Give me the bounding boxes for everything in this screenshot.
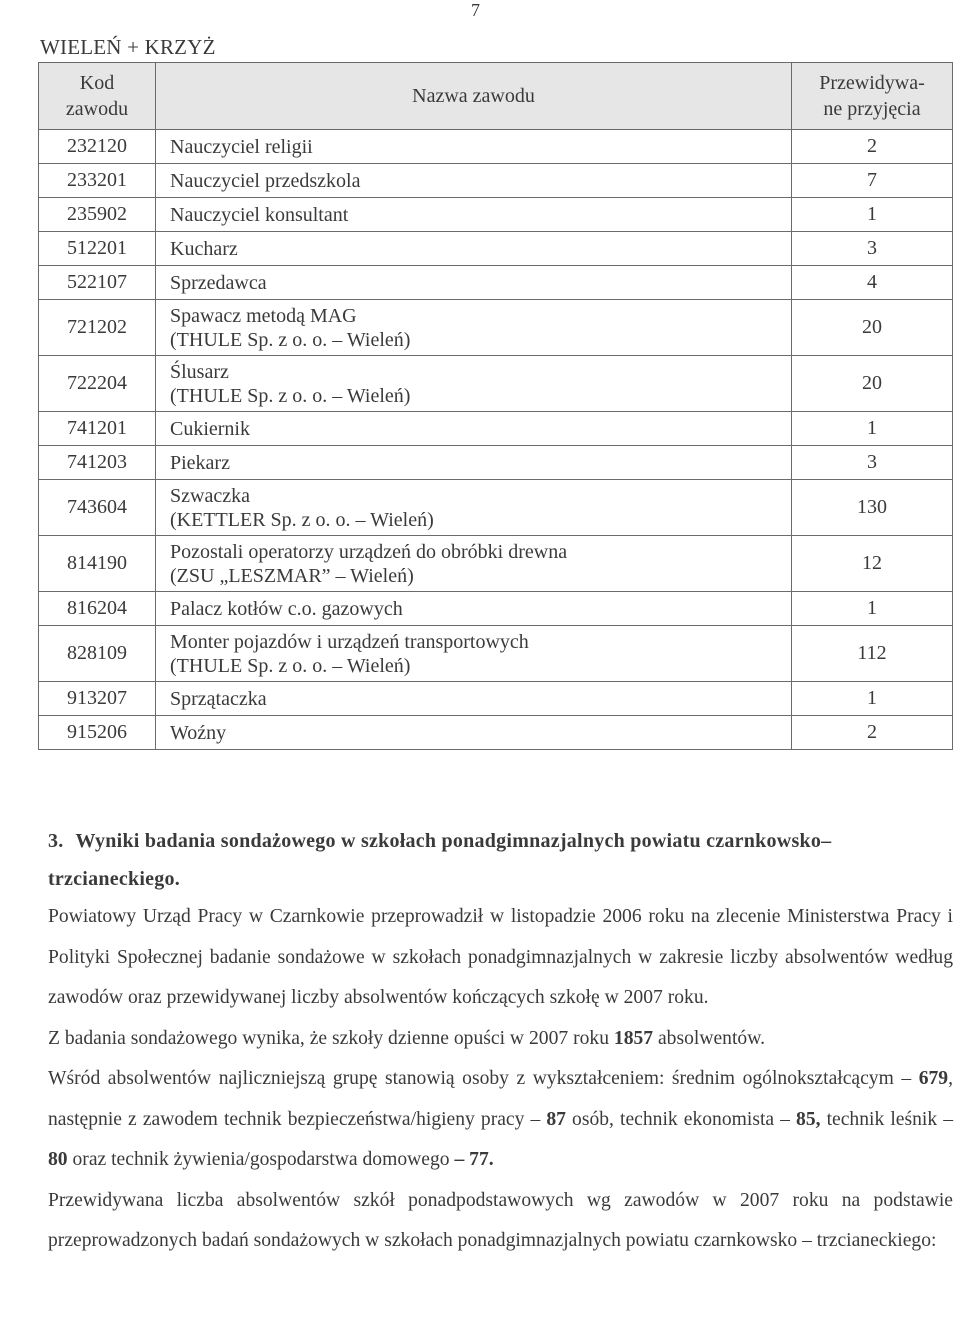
table-row [39, 682, 953, 716]
occupation-code: 512201 [39, 232, 156, 266]
occupation-code: 722204 [39, 356, 156, 412]
occupation-name [156, 300, 792, 356]
occupation-code: 814190 [39, 536, 156, 592]
paragraph-1: Powiatowy Urząd Pracy w Czarnkowie przeprowadził w listopadzie 2006 roku na zlecenie Ministerstwa Pracy i Polityki Społecznej badanie sondażowe w szkołach ponadgimnazjalnych w zakresie liczby absolwentów według zawodów oraz przewidywanej liczby absolwentów kończących szkołę w 2007 roku. [48, 906, 953, 1008]
table-row [39, 130, 953, 164]
p2-text-2: absolwentów. [653, 1027, 765, 1049]
planned-hires: 3 [792, 446, 953, 480]
p3-text-5: oraz technik żywienia/gospodarstwa domowego [67, 1149, 455, 1170]
occupation-name [156, 536, 792, 592]
occupation-code: 522107 [39, 266, 156, 300]
planned-hires: 2 [792, 130, 953, 164]
occupation-name-line: Cukiernik [170, 417, 250, 440]
table-row [39, 626, 953, 682]
paragraph-3 [48, 1059, 953, 1181]
p3-bold-5: – 77. [454, 1149, 494, 1170]
occupation-code: 828109 [39, 626, 156, 682]
occupation-code: 915206 [39, 716, 156, 750]
occupations-table [38, 62, 953, 750]
planned-hires: 1 [792, 682, 953, 716]
occupation-name-line: Nauczyciel przedszkola [170, 169, 361, 192]
occupation-name-line: Kucharz [170, 237, 238, 260]
occupation-name-line: Ślusarz [170, 360, 229, 383]
p3-text-4: technik leśnik – [820, 1108, 954, 1130]
occupation-name-line: (KETTLER Sp. z o. o. – Wieleń) [170, 508, 434, 531]
occupation-name-line: Sprzątaczka [170, 687, 267, 710]
planned-hires: 1 [792, 198, 953, 232]
table-row [39, 592, 953, 626]
occupation-code: 232120 [39, 130, 156, 164]
table-row [39, 300, 953, 356]
header-planned-line1: Przewidywa- [819, 72, 925, 94]
planned-hires: 2 [792, 716, 953, 750]
table-body [39, 130, 953, 750]
occupation-name-line: Spawacz metodą MAG [170, 304, 357, 327]
occupation-name [156, 356, 792, 412]
table-row [39, 356, 953, 412]
p3-bold-4: 80 [48, 1149, 68, 1170]
planned-hires: 20 [792, 300, 953, 356]
occupation-name-line: (THULE Sp. z o. o. – Wieleń) [170, 328, 411, 351]
planned-hires: 7 [792, 164, 953, 198]
planned-hires: 112 [792, 626, 953, 682]
occupation-name-line: Woźny [170, 721, 227, 744]
occupation-name [156, 682, 792, 716]
page-number: 7 [471, 0, 480, 20]
header-code-line1: Kod [79, 72, 115, 94]
occupation-name-line: Nauczyciel religii [170, 135, 313, 158]
header-planned [792, 63, 953, 130]
occupation-code: 913207 [39, 682, 156, 716]
occupation-name-line: Szwaczka [170, 484, 250, 507]
occupation-name-line: Sprzedawca [170, 271, 267, 294]
table-row [39, 198, 953, 232]
table-row [39, 480, 953, 536]
table-row [39, 266, 953, 300]
occupation-name-line: Piekarz [170, 451, 230, 474]
occupation-name [156, 716, 792, 750]
body-text [48, 897, 953, 1262]
occupation-name-line: Palacz kotłów c.o. gazowych [170, 597, 403, 620]
occupation-name [156, 164, 792, 198]
occupation-code: 233201 [39, 164, 156, 198]
table-row [39, 446, 953, 480]
p2-text-1: Z badania sondażowego wynika, że szkoły dzienne opuści w 2007 roku [48, 1027, 614, 1049]
p3-text-1: Wśród absolwentów najliczniejszą grupę stanowią osoby z wykształceniem: średnim ogólnokształcącym – [48, 1068, 919, 1089]
occupation-code: 743604 [39, 480, 156, 536]
occupation-code: 741201 [39, 412, 156, 446]
occupation-code: 741203 [39, 446, 156, 480]
table-row [39, 536, 953, 592]
occupation-name-line: (THULE Sp. z o. o. – Wieleń) [170, 654, 411, 677]
planned-hires: 3 [792, 232, 953, 266]
planned-hires: 20 [792, 356, 953, 412]
section3-number: 3. [48, 830, 64, 852]
table-row [39, 164, 953, 198]
section3-heading [48, 822, 950, 898]
header-code [39, 63, 156, 130]
occupation-name-line: Pozostali operatorzy urządzeń do obróbki drewna [170, 540, 568, 563]
occupation-name [156, 130, 792, 164]
p3-text-2: , następnie z zawodem technik bezpieczeństwa/higieny pracy – [48, 1068, 953, 1130]
section3-title: Wyniki badania sondażowego w szkołach ponadgimnazjalnych powiatu czarnkowsko–trzcianeckiego. [48, 830, 832, 890]
occupation-name-line: (ZSU „LESZMAR” – Wieleń) [170, 564, 414, 587]
occupation-name [156, 232, 792, 266]
occupation-name [156, 412, 792, 446]
section-title: WIELEŃ + KRZYŻ [40, 35, 216, 59]
paragraph-2 [48, 1019, 953, 1060]
planned-hires: 1 [792, 592, 953, 626]
planned-hires: 12 [792, 536, 953, 592]
occupation-code: 721202 [39, 300, 156, 356]
occupation-name [156, 592, 792, 626]
occupation-code: 816204 [39, 592, 156, 626]
planned-hires: 130 [792, 480, 953, 536]
table-header-row [39, 63, 953, 130]
header-name: Nazwa zawodu [156, 63, 792, 130]
table-row [39, 232, 953, 266]
table-row [39, 412, 953, 446]
p3-bold-3: 85, [796, 1108, 821, 1130]
occupation-name [156, 626, 792, 682]
occupation-name-line: Monter pojazdów i urządzeń transportowych [170, 630, 529, 653]
occupation-code: 235902 [39, 198, 156, 232]
p3-bold-1: 679 [918, 1068, 949, 1089]
occupation-name [156, 198, 792, 232]
p3-text-3: osób, technik ekonomista – [565, 1108, 797, 1130]
p2-bold-total: 1857 [613, 1027, 654, 1049]
paragraph-4: Przewidywana liczba absolwentów szkół ponadpodstawowych wg zawodów w 2007 roku na podstawie przeprowadzonych badań sondażowych w szkołach ponadgimnazjalnych powiatu czarnkowsko – trzcianeckiego: [48, 1189, 953, 1251]
header-code-line2: zawodu [65, 98, 129, 120]
planned-hires: 4 [792, 266, 953, 300]
occupation-name [156, 266, 792, 300]
occupation-name-line: (THULE Sp. z o. o. – Wieleń) [170, 384, 411, 407]
occupation-name [156, 446, 792, 480]
planned-hires: 1 [792, 412, 953, 446]
table-row [39, 716, 953, 750]
occupation-name-line: Nauczyciel konsultant [170, 203, 349, 226]
occupation-name [156, 480, 792, 536]
header-planned-line2: ne przyjęcia [823, 98, 921, 120]
p3-bold-2: 87 [546, 1108, 566, 1130]
